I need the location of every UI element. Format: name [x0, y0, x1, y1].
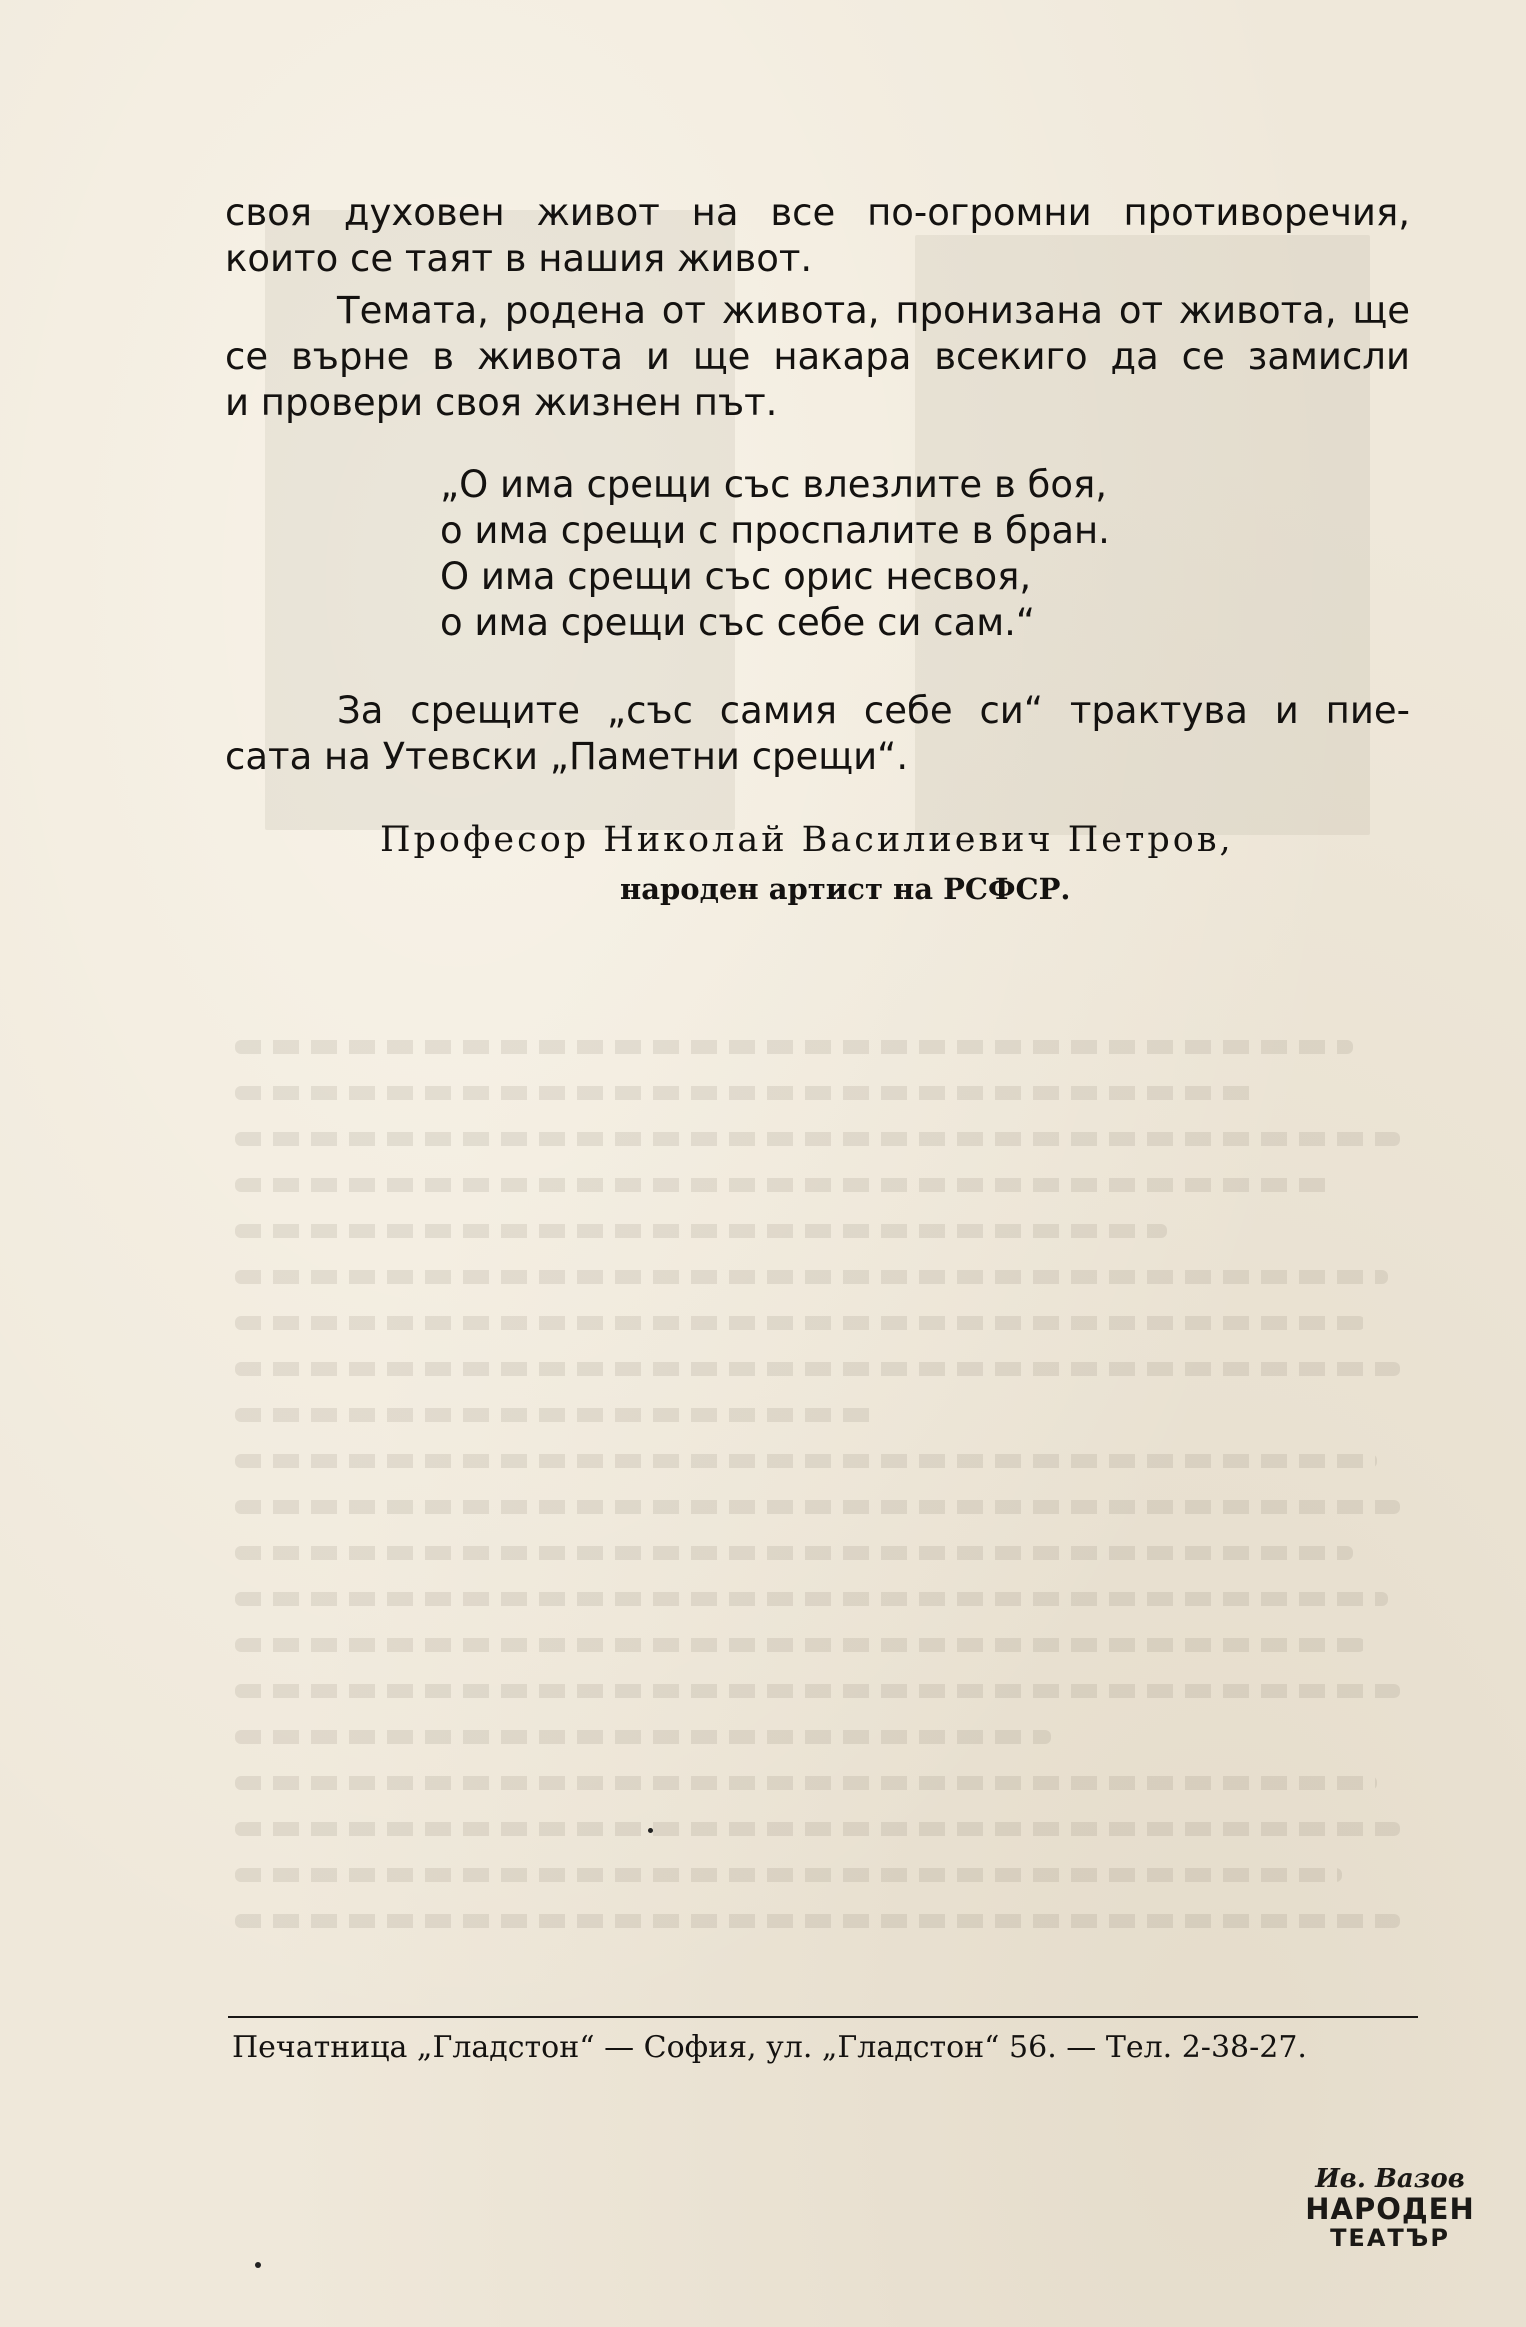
- poem-line: О има срещи със орис несвоя,: [440, 555, 1032, 598]
- author-name: Професор Николай Василиевич Петров,: [380, 820, 1234, 860]
- poem-line: о има срещи с проспалите в бран.: [440, 509, 1110, 552]
- logo-line-2: ТЕАТЪР: [1330, 2224, 1450, 2252]
- text-line: които се таят в нашия живот.: [225, 237, 813, 280]
- poem-line: о има срещи със себе си сам.“: [440, 601, 1036, 644]
- text-line: За срещите „със самия себе си“ трактува и пие-: [337, 689, 1410, 732]
- national-theatre-logo: [1300, 2165, 1480, 2270]
- text-line: своя духовен живот на все по-огромни противоречия,: [225, 191, 1410, 234]
- text-line: Темата, родена от живота, пронизана от живота, ще: [337, 289, 1410, 332]
- show-through-text: [235, 1040, 1400, 1960]
- printer-imprint: Печатница „Гладстон“ — София, ул. „Гладстон“ 56. — Тел. 2-38-27.: [232, 2030, 1307, 2065]
- print-speck: [255, 2262, 261, 2268]
- print-speck: [648, 1828, 653, 1833]
- logo-line-1: НАРОДЕН: [1305, 2192, 1475, 2226]
- text-line: се върне в живота и ще накара всекиго да се замисли: [225, 335, 1410, 378]
- poem-quote: [440, 462, 1110, 646]
- text-line: и провери своя жизнен път.: [225, 381, 778, 424]
- closing-paragraph: [225, 688, 1410, 780]
- footer-divider: [228, 2016, 1418, 2018]
- text-line: сата на Утевски „Паметни срещи“.: [225, 735, 909, 778]
- author-title: народен артист на РСФСР.: [620, 872, 1071, 906]
- poem-line: „О има срещи със влезлите в боя,: [440, 463, 1107, 506]
- logo-signature: Ив. Вазов: [1315, 2164, 1465, 2194]
- main-text: [225, 190, 1410, 426]
